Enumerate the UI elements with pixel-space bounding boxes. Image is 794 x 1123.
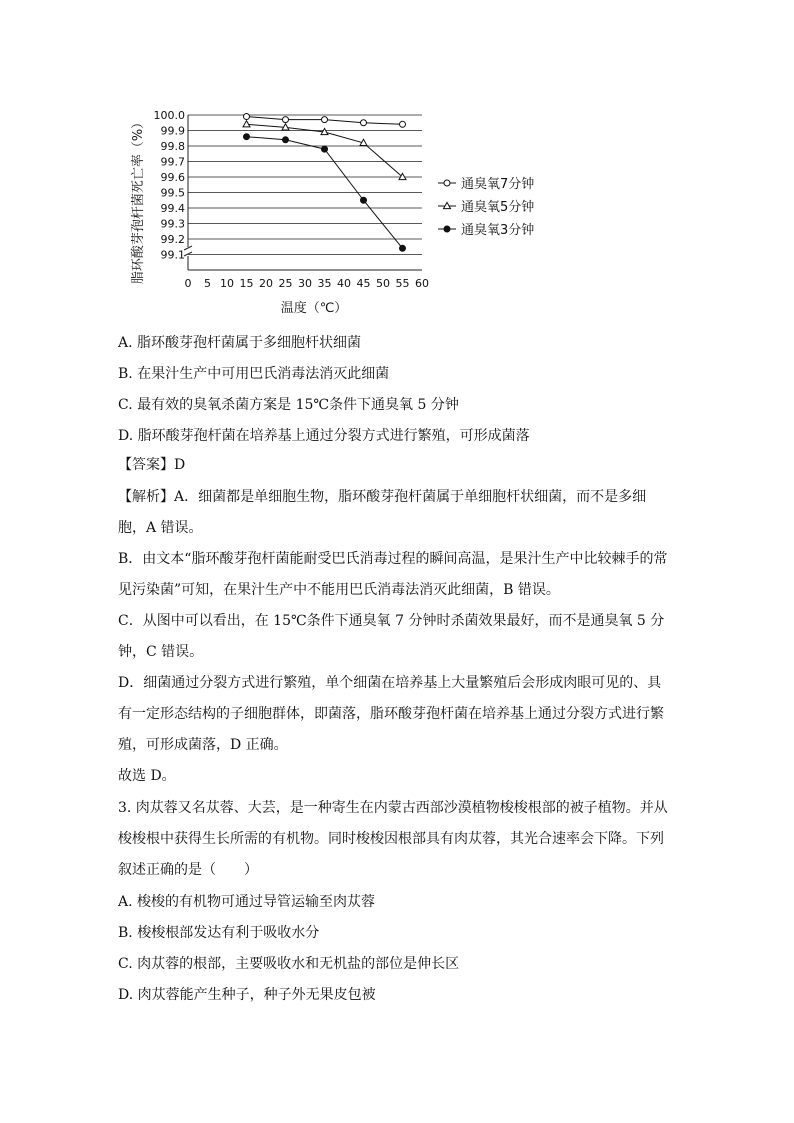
q2-option-1: B. 在果汁生产中可用巴氏消毒法消灭此细菌	[118, 366, 390, 382]
q3-stem-line-0: 3. 肉苁蓉又名苁蓉、大芸，是一种寄生在内蒙古西部沙漠植物梭梭根部的被子植物。并从	[118, 800, 668, 816]
analysis-line-4: C．从图中可以看出，在 15℃条件下通臭氧 7 分钟时杀菌效果最好，而不是通臭氧 5 分	[118, 613, 665, 629]
point-open-circle	[444, 180, 450, 186]
point-filled-circle	[444, 226, 450, 232]
point-open-circle	[244, 114, 250, 120]
y-axis-label: 脂环酸芽孢杆菌死亡率（%）	[131, 115, 146, 285]
point-filled-circle	[244, 134, 250, 140]
point-filled-circle	[361, 197, 367, 203]
analysis-line-2: B．由文本“脂环酸芽孢杆菌能耐受巴氏消毒过程的瞬间高温，是果汁生产中比较棘手的常	[118, 551, 668, 567]
analysis-line-6: D．细菌通过分裂方式进行繁殖，单个细菌在培养基上大量繁殖后会形成肉眼可见的、具	[118, 675, 662, 691]
point-filled-circle	[283, 137, 289, 143]
legend-label: 通臭氧5分钟	[461, 200, 535, 215]
x-tick-label: 35	[317, 277, 332, 290]
y-tick-label: 99.3	[160, 217, 185, 231]
x-axis-label: 温度（℃）	[280, 301, 348, 316]
answer-line: 【答案】D	[118, 457, 186, 473]
analysis-line-1: 胞，A 错误。	[118, 520, 203, 536]
y-tick-label: 99.8	[160, 140, 185, 153]
point-filled-circle	[400, 245, 406, 251]
y-tick-label: 100.0	[153, 109, 185, 122]
x-tick-label: 40	[337, 277, 351, 290]
x-tick-labels	[185, 277, 430, 290]
x-tick-label: 10	[220, 277, 234, 290]
legend-label: 通臭氧7分钟	[461, 177, 535, 192]
legend-label: 通臭氧3分钟	[461, 223, 535, 238]
y-tick-label: 99.7	[160, 155, 185, 169]
x-tick-label: 5	[204, 277, 211, 290]
point-open-circle	[361, 120, 367, 126]
analysis-line-5: 钟，C 错误。	[118, 644, 204, 660]
y-tick-label: 99.4	[160, 202, 185, 215]
x-tick-label: 45	[356, 277, 371, 290]
legend-item-0	[438, 177, 534, 192]
q3-stem-line-1: 梭梭根中获得生长所需的有机物。同时梭梭因根部具有肉苁蓉，其光合速率会下降。下列	[118, 831, 664, 847]
x-tick-label: 20	[259, 277, 273, 290]
point-open-circle	[322, 117, 328, 123]
analysis-line-9: 故选 D。	[118, 768, 176, 784]
q3-option-2: C. 肉苁蓉的根部，主要吸收水和无机盐的部位是伸长区	[118, 956, 460, 972]
point-filled-circle	[322, 146, 328, 152]
legend-item-2	[438, 223, 534, 238]
analysis-line-8: 殖，可形成菌落，D 正确。	[118, 737, 288, 753]
legend-item-1	[438, 200, 534, 215]
x-tick-label: 0	[184, 277, 192, 290]
q2-option-3: D. 脂环酸芽孢杆菌在培养基上通过分裂方式进行繁殖，可形成菌落	[118, 428, 530, 444]
y-tick-labels	[154, 109, 186, 262]
y-tick-label: 99.6	[160, 171, 185, 184]
analysis-line-0: 【解析】A．细菌都是单细胞生物，脂环酸芽孢杆菌属于单细胞杆状细菌，而不是多细	[118, 489, 647, 505]
series-0	[244, 114, 406, 128]
y-tick-label: 99.1	[160, 248, 185, 262]
point-open-circle	[283, 117, 289, 123]
legend	[438, 177, 534, 238]
x-tick-label: 50	[376, 277, 390, 290]
x-tick-label: 25	[278, 277, 293, 290]
death-rate-chart	[128, 100, 568, 322]
q3-option-0: A. 梭梭的有机物可通过导管运输至肉苁蓉	[118, 894, 376, 910]
q3-stem-line-2: 叙述正确的是（ ）	[118, 862, 258, 878]
y-tick-label: 99.2	[160, 233, 185, 246]
x-tick-label: 15	[239, 277, 254, 290]
analysis-line-3: 见污染菌”可知，在果汁生产中不能用巴氏消毒法消灭此细菌，B 错误。	[118, 582, 560, 598]
q3-option-1: B. 梭梭根部发达有利于吸收水分	[118, 925, 320, 941]
axis-break-mark	[184, 252, 192, 256]
x-tick-label: 55	[395, 277, 410, 290]
point-open-circle	[400, 121, 406, 127]
y-tick-label: 99.9	[160, 124, 185, 138]
series-group	[243, 114, 406, 252]
grid-lines	[188, 115, 422, 255]
q2-option-2: C. 最有效的臭氧杀菌方案是 15℃条件下通臭氧 5 分钟	[118, 397, 459, 413]
x-tick-label: 60	[415, 277, 429, 290]
x-tick-label: 30	[298, 277, 312, 290]
q2-option-0: A. 脂环酸芽孢杆菌属于多细胞杆状细菌	[118, 335, 362, 351]
analysis-line-7: 有一定形态结构的子细胞群体，即菌落，脂环酸芽孢杆菌在培养基上通过分裂方式进行繁	[118, 706, 664, 722]
q3-option-3: D. 肉苁蓉能产生种子，种子外无果皮包被	[118, 987, 376, 1003]
y-tick-label: 99.5	[160, 186, 185, 200]
point-open-triangle	[243, 121, 250, 127]
